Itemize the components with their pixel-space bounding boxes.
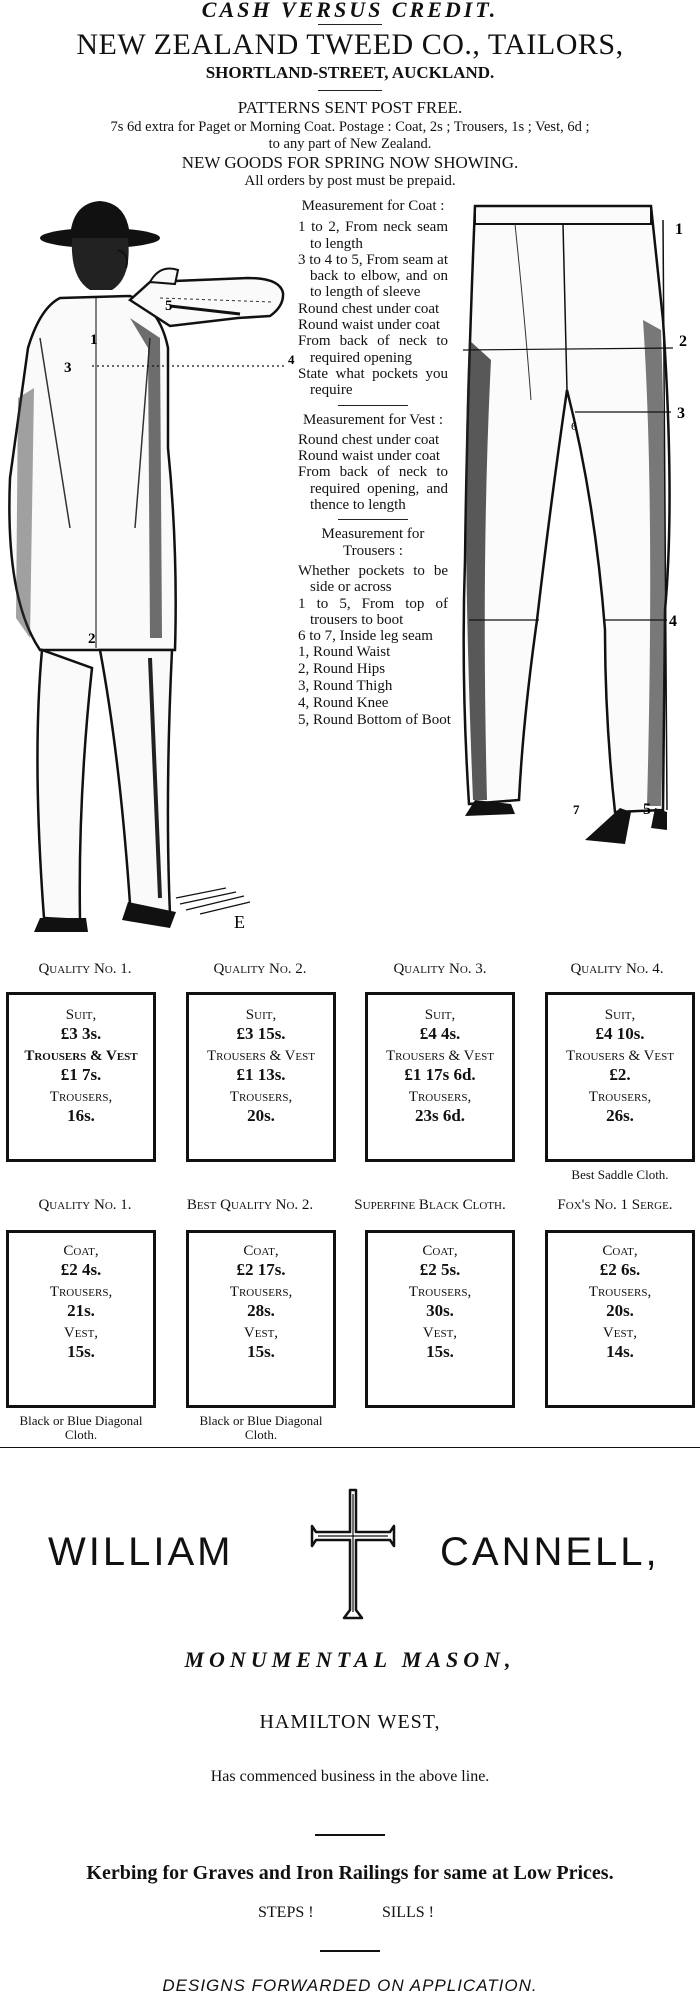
- cannell-kerbing: Kerbing for Graves and Iron Railings for same at Low Prices.: [86, 1862, 614, 1884]
- mark-1: 1: [90, 332, 98, 348]
- vest-price: 15s.: [67, 1342, 95, 1361]
- mark-4: 4: [669, 613, 677, 630]
- trousers-label: Trousers,: [588, 1284, 652, 1300]
- mark-5: 5: [643, 801, 651, 818]
- mark-7: 7: [573, 802, 580, 817]
- suit-label: Suit,: [604, 1007, 636, 1023]
- coat-figure-illustration: [0, 198, 300, 938]
- suit-quality-heading: Quality No. 3.: [393, 961, 487, 977]
- mark-5: 5: [165, 298, 173, 314]
- vest-label: Vest,: [243, 1325, 279, 1341]
- cannell-last-name: CANNELL,: [440, 1530, 660, 1574]
- trousers-vest-label: Trousers & Vest: [386, 1048, 494, 1064]
- new-goods-line: NEW GOODS FOR SPRING NOW SHOWING.: [181, 153, 519, 172]
- trousers-figure-illustration: [455, 200, 700, 860]
- coat-item: 1 to 2, From neck seam to length: [298, 219, 448, 252]
- vest-item: Round chest under coat: [298, 431, 440, 448]
- vest-price: 15s.: [247, 1342, 275, 1361]
- coat-price-box: [186, 1230, 336, 1408]
- trousers-list-item: 3, Round Thigh: [298, 678, 393, 695]
- company-name: NEW ZEALAND TWEED CO., TAILORS,: [76, 28, 624, 61]
- coat-item: State what pockets you require: [298, 365, 448, 399]
- hat-crown: [70, 201, 130, 238]
- trousers-item: 1 to 5, From top of trousers to boot: [298, 595, 448, 628]
- coat-item: From back of neck to required opening: [298, 333, 448, 366]
- trousers-list-item: 1, Round Waist: [298, 644, 391, 661]
- cannell-sills: SILLS !: [382, 1904, 434, 1921]
- trousers-heading: Measurement for Trousers :: [321, 526, 425, 559]
- trousers-vest-price: £1 7s.: [60, 1065, 102, 1084]
- coat-label: Coat,: [422, 1243, 458, 1259]
- trousers-label: Trousers,: [588, 1089, 652, 1105]
- suit-price-box: [545, 992, 695, 1162]
- coat-price: £2 17s.: [236, 1260, 286, 1279]
- trousers-label: Trousers,: [49, 1284, 113, 1300]
- trousers-vest-price: £2.: [609, 1065, 631, 1084]
- postage-line: 7s 6d extra for Paget or Morning Coat. Postage : Coat, 2s ; Trousers, 1s ; Vest, 6d ;: [110, 119, 590, 135]
- suit-price: £4 10s.: [595, 1024, 645, 1043]
- suit-price: £4 4s.: [419, 1024, 461, 1043]
- coat-price-box: [545, 1230, 695, 1408]
- mark-2: 2: [88, 631, 96, 647]
- suit-price: £3 3s.: [60, 1024, 102, 1043]
- mark-3: 3: [677, 405, 685, 422]
- prepaid-line: All orders by post must be prepaid.: [244, 173, 456, 189]
- coat-quality-heading: Best Quality No. 2.: [186, 1197, 314, 1213]
- suit-label: Suit,: [424, 1007, 456, 1023]
- suit-price: £3 15s.: [236, 1024, 286, 1043]
- company-address: SHORTLAND-STREET, AUCKLAND.: [205, 63, 495, 82]
- vest-price: 15s.: [426, 1342, 454, 1361]
- mark-2: 2: [679, 333, 687, 350]
- suit-label: Suit,: [65, 1007, 97, 1023]
- vest-item: Round waist under coat: [298, 448, 441, 465]
- head: [72, 238, 129, 290]
- coat-quality-heading: Fox's No. 1 Serge.: [557, 1197, 673, 1213]
- trousers-list-item: 4, Round Knee: [298, 695, 389, 712]
- trousers-vest-label: Trousers & Vest: [207, 1048, 315, 1064]
- coat-price-box: [6, 1230, 156, 1408]
- cannell-steps: STEPS !: [258, 1904, 314, 1921]
- headline: CASH VERSUS CREDIT.: [201, 0, 499, 22]
- cannell-commenced: Has commenced business in the above line.: [210, 1768, 490, 1785]
- mark-6: 6: [571, 419, 577, 433]
- divider: [318, 24, 382, 25]
- trousers-price: 28s.: [247, 1301, 275, 1320]
- diagonal-cloth-note: Black or Blue Diagonal Cloth.: [199, 1413, 323, 1442]
- trousers-vest-label: Trousers & Vest: [24, 1048, 138, 1064]
- cannell-designs: DESIGNS FORWARDED ON APPLICATION.: [162, 1976, 538, 1995]
- measurement-column: [298, 198, 451, 729]
- trouser-leg-left: [37, 650, 92, 920]
- vest-item: From back of neck to required opening, and thence to length: [298, 464, 448, 514]
- vest-price: 14s.: [606, 1342, 634, 1361]
- trousers-list-item: 2, Round Hips: [298, 661, 386, 678]
- cross-icon: [308, 1486, 398, 1624]
- cannell-first-name: WILLIAM: [48, 1530, 234, 1574]
- trousers-item: 6 to 7, Inside leg seam: [298, 628, 433, 645]
- coat-quality-heading: Superfine Black Cloth.: [354, 1197, 506, 1213]
- coat-item: 3 to 4 to 5, From seam at back to elbow, and on to length of sleeve: [298, 251, 448, 301]
- coat-label: Coat,: [63, 1243, 99, 1259]
- trousers-price: 20s.: [606, 1301, 634, 1320]
- postage-line-2: to any part of New Zealand.: [268, 136, 432, 152]
- mark-3: 3: [64, 360, 72, 376]
- suit-price-box: [365, 992, 515, 1162]
- trousers-price: 26s.: [606, 1106, 634, 1125]
- trousers-label: Trousers,: [229, 1284, 293, 1300]
- trousers-label: Trousers,: [408, 1089, 472, 1105]
- trousers-price: 20s.: [247, 1106, 275, 1125]
- vest-label: Vest,: [63, 1325, 99, 1341]
- mark-1: 1: [675, 221, 683, 238]
- trousers-item: Whether pockets to be side or across: [298, 562, 448, 596]
- coat-price-box: [365, 1230, 515, 1408]
- suit-quality-heading: Quality No. 1.: [38, 961, 132, 977]
- suit-price-box: [186, 992, 336, 1162]
- trousers-label: Trousers,: [229, 1089, 293, 1105]
- trousers-price: 21s.: [67, 1301, 95, 1320]
- trousers-label: Trousers,: [408, 1284, 472, 1300]
- divider: [320, 1950, 380, 1952]
- trousers-vest-price: £1 17s 6d.: [404, 1065, 476, 1084]
- section-divider: [0, 1447, 700, 1448]
- divider: [318, 90, 382, 91]
- trousers-price: 30s.: [426, 1301, 454, 1320]
- coat-label: Coat,: [602, 1243, 638, 1259]
- suit-label: Suit,: [245, 1007, 277, 1023]
- vest-heading: Measurement for Vest :: [302, 411, 444, 428]
- coat-heading: Measurement for Coat :: [301, 198, 445, 214]
- cannell-place: HAMILTON WEST,: [259, 1711, 441, 1733]
- coat-price: £2 6s.: [599, 1260, 641, 1279]
- diagonal-cloth-note: Black or Blue Diagonal Cloth.: [19, 1413, 143, 1442]
- coat-price: £2 4s.: [60, 1260, 102, 1279]
- trouser-leg-right: [100, 650, 172, 914]
- trousers-vest-label: Trousers & Vest: [566, 1048, 674, 1064]
- trousers-outline: [464, 206, 670, 812]
- divider: [315, 1834, 385, 1836]
- patterns-line: PATTERNS SENT POST FREE.: [237, 98, 463, 117]
- trousers-vest-price: £1 13s.: [236, 1065, 286, 1084]
- suit-price-box: [6, 992, 156, 1162]
- mark-4: 4: [288, 352, 295, 367]
- coat-item: Round chest under coat: [298, 300, 440, 317]
- coat-price: £2 5s.: [419, 1260, 461, 1279]
- suit-quality-heading: Quality No. 4.: [570, 961, 664, 977]
- trousers-label: Trousers,: [49, 1089, 113, 1105]
- coat-label: Coat,: [243, 1243, 279, 1259]
- trousers-price: 23s 6d.: [414, 1106, 466, 1125]
- saddle-cloth-note: Best Saddle Cloth.: [571, 1167, 669, 1182]
- coat-item: Round waist under coat: [298, 317, 441, 334]
- cannell-trade: MONUMENTAL MASON,: [184, 1647, 516, 1672]
- mark-e: E: [234, 912, 245, 932]
- suit-quality-heading: Quality No. 2.: [213, 961, 307, 977]
- coat-quality-heading: Quality No. 1.: [38, 1197, 132, 1213]
- vest-label: Vest,: [422, 1325, 458, 1341]
- trousers-price: 16s.: [67, 1106, 95, 1125]
- trousers-list-item: 5, Round Bottom of Boot: [298, 712, 451, 729]
- vest-label: Vest,: [602, 1325, 638, 1341]
